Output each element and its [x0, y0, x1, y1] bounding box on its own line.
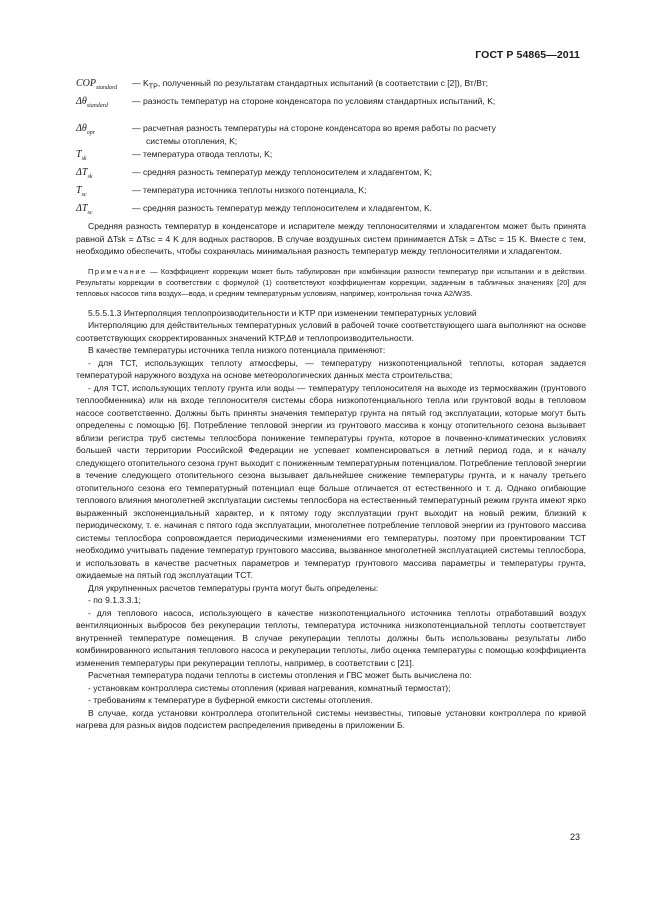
symbol-row: $\Delta T_{sk}$ — средняя разность температур между теплоносителем и хладагентом, K; [76, 167, 433, 180]
paragraph: - установкам контроллера системы отопления (кривая нагревания, комнатный термостат); [88, 682, 451, 693]
page-number: 23 [569, 832, 580, 842]
paragraph: - для ТСТ, использующих теплоту грунта или воды — температуру теплоносителя на выходе из термоскважин (грунтового теплообменника) или на входе теплоносителя системы сбора низкопотенциального тепла или грунтовой воды в тепловом насосе соответственно. Должны быть приняты значения температур грунта на пятый год эксплуатации, которые могут быть определены с помощью [6]. Потребление тепловой энергии из грунтового массива к концу отопительного сезона вызывает вблизи регистра труб системы теплосбора понижение температуры грунта, которое в почвенно-климатических условиях большей части территории Российской Федерации не успевает компенсироваться в летний период года, и к началу следующего отопительного сезона грунт выходит с пониженным температурным потенциалом. Потребление тепловой энергии в течение следующего отопительного сезона вызывает дальнейшее снижение температуры грунта, и к началу третьего отопительного сезона его температурный потенциал еще больше отличается от естественного и т. д. Однако огибающие теплового влияния многолетней эксплуатации системы теплосбора на естественный температурный режим грунта имеют ярко выраженный экспоненциальный характер, и к пятому году эксплуатации грунт выходит на новый режим, близкий к периодическому, т. е. начиная с пятого года эксплуатации, многолетнее потребление тепловой энергии из грунтового массива системы теплосбора сопровождается периодическими изменениями его температуры, поэтому при проектировании ТСТ необходимо учитывать падение температур грунтового массива, вызванное многолетней эксплуатацией системы теплосбора, и использовать в качестве расчетных параметров и температур грунтового массива параметры и температуры грунта, ожидаемые на пятый год эксплуатации ТСТ. [76, 382, 586, 580]
document-header: ГОСТ Р 54865—2011 [475, 49, 580, 61]
section-heading: 5.5.5.1.3 Интерполяция теплопроизводительности и KТР при изменении температурных условий [88, 307, 477, 318]
symbol-row: $\Delta\theta_{standard}$ — разность температур на стороне конденсатора по условиям стандартных испытаний, K; [76, 96, 496, 109]
paragraph: В случае, когда установки контроллера отопительной системы неизвестны, типовые установки контроллера по кривой нагрева для разных видов подсистем распределения приведены в приложении Б. [76, 707, 586, 730]
paragraph: Интерполяцию для действительных температурных условий в рабочей точке соответствующего шага выполняют на основе соответствующих скорректированных значений KТР,Δθ и теплопроизводительности. [76, 320, 586, 343]
symbols-list [76, 77, 586, 220]
note: Примечание — Коэффициент коррекции может быть табулирован при комбинации разности температур при испытании и в действии. Результаты коррекции в соответствии с формулой (1) соответствуют коэффициентам коррекции, заданным в табличных значениях [20] для тепловых насосов типа воздух—вода, и средним температурным условиям, например, контрольная точка A2/W35. [76, 266, 586, 298]
paragraph: - по 9.1.3.3.1; [88, 595, 141, 605]
paragraph: Расчетная температура подачи теплоты в системы отопления и ГВС может быть вычислена по: [88, 670, 472, 680]
paragraph: Для укрупненных расчетов температуры грунта могут быть определены: [88, 582, 379, 593]
symbol-row: $\Delta\theta_{opr}$ — расчетная разность температуры на стороне конденсатора во время работы по расчету системы отопления, K; [76, 123, 496, 146]
symbol-row: $\Delta T_{sc}$ — средняя разность температур между теплоносителем и хладагентом, K. [76, 203, 433, 216]
paragraph: Средняя разность температур в конденсаторе и испарителе между теплоносителями и хладагентом может быть принята равной ΔTsk = ΔTsc = 4 K для водных растворов. В случае воздушных систем принимается ΔTsk = ΔTsc = 15 K. Вместе с тем, необходимо обеспечить, чтобы сохранялась минимальная разность температур между теплоносителями и хладагентом. [76, 221, 586, 256]
paragraph: В качестве температуры источника тепла низкого потенциала применяют: [88, 345, 386, 355]
symbol-row: $T_{sc}$ — температура источника теплоты низкого потенциала, K; [76, 185, 367, 198]
paragraph: - для ТСТ, использующих теплоту атмосферы, — температуру низкопотенциальной теплоты, которая задается температурой наружного воздуха на основе метеорологических данных места строительства; [76, 357, 586, 380]
symbol-row: $T_{sk}$ — температура отвода теплоты, K; [76, 149, 273, 162]
symbol-row: $COP_{standard}$ — $K_{ТР}$, полученный по результатам стандартных испытаний (в соответствии с [2]), Вт/Вт; [76, 78, 489, 91]
paragraph: - требованиям к температуре в буферной емкости системы отопления. [88, 695, 373, 705]
paragraph: - для теплового насоса, использующего в качестве низкопотенциального источника теплоты отработавший воздух вентиляционных выбросов без рекуперации теплоты, температура источника низкопотенциальной теплоты соответствует внутренней температуре помещения. В случае рекуперации теплоты должны быть использованы результаты либо комбинированного испытания теплового насоса и рекуперации теплоты, либо оценка температуры с помощью коэффициента изменения температуры при рекуперации теплоты, например, в соответствии с [21]. [76, 607, 586, 668]
page-content [76, 77, 586, 732]
